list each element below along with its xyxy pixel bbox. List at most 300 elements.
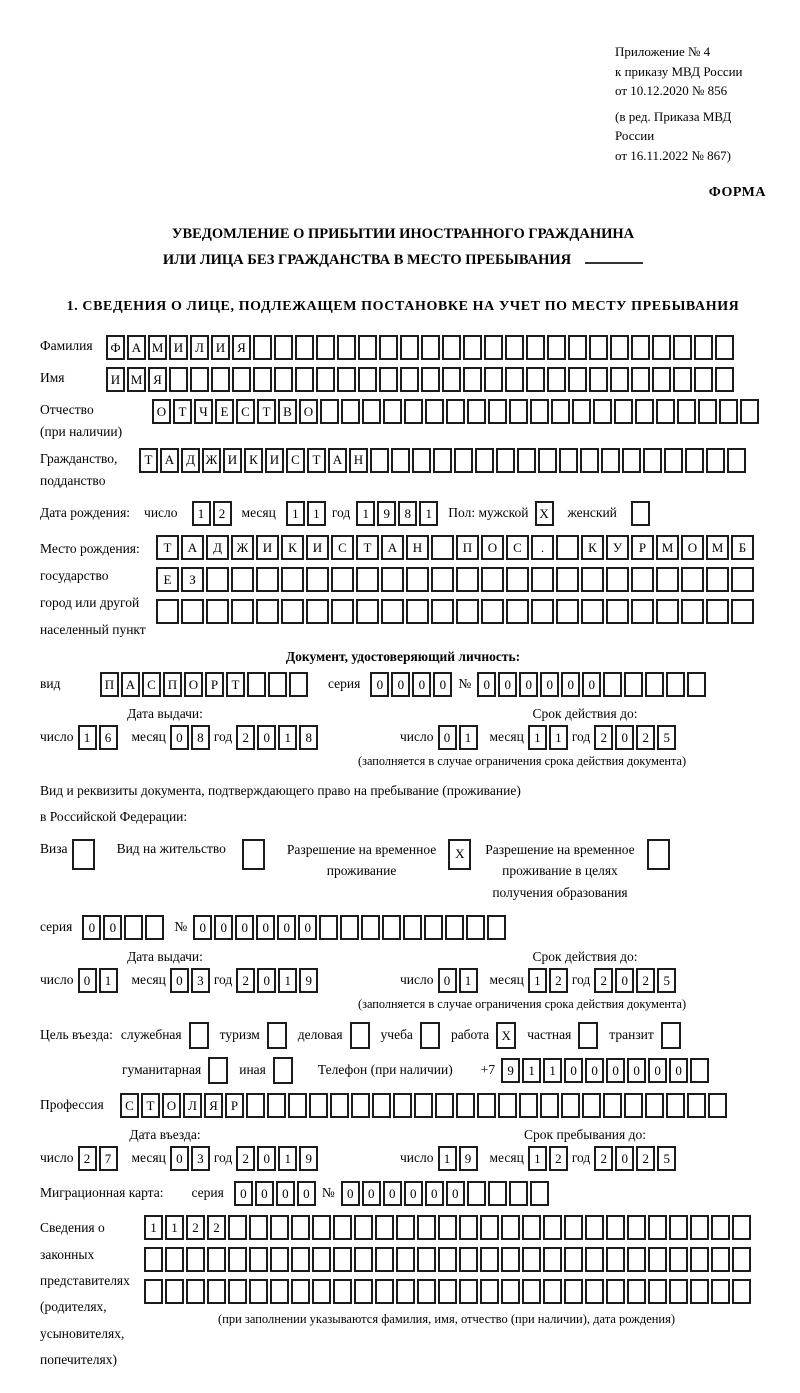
char-box-filled[interactable]: 0 [615,968,634,993]
char-box-filled[interactable]: 0 [82,915,101,940]
char-box-empty[interactable] [627,1279,646,1304]
char-box-empty[interactable] [530,399,549,424]
char-box-empty[interactable] [681,599,704,624]
char-box-empty[interactable] [442,367,461,392]
char-box-empty[interactable] [622,448,641,473]
char-box-filled[interactable]: О [481,535,504,560]
char-box-empty[interactable] [715,367,734,392]
char-box-filled[interactable]: 0 [391,672,410,697]
char-box-empty[interactable] [631,567,654,592]
char-box-filled[interactable]: Я [232,335,251,360]
char-box-empty[interactable] [246,1093,265,1118]
char-box-empty[interactable] [669,1215,688,1240]
char-box-filled[interactable]: 0 [214,915,233,940]
char-box-empty[interactable] [207,1247,226,1272]
char-box-filled[interactable]: 0 [540,672,559,697]
char-box-filled[interactable]: 1 [459,968,478,993]
char-box-empty[interactable] [501,1279,520,1304]
char-box-filled[interactable]: 8 [191,725,210,750]
char-box-filled[interactable]: 1 [528,968,547,993]
char-box-empty[interactable] [610,335,629,360]
char-box-empty[interactable] [488,1181,507,1206]
char-box-empty[interactable] [506,567,529,592]
char-box-filled[interactable]: 1 [549,725,568,750]
char-box-empty[interactable] [506,599,529,624]
char-box-filled[interactable]: Р [225,1093,244,1118]
char-box-filled[interactable]: 6 [99,725,118,750]
char-box-empty[interactable] [708,1093,727,1118]
char-box-empty[interactable] [319,915,338,940]
char-box-empty[interactable] [631,501,650,526]
char-box-empty[interactable] [273,1057,293,1084]
char-box-empty[interactable] [568,367,587,392]
char-box-empty[interactable] [694,367,713,392]
char-box-empty[interactable] [316,367,335,392]
char-box-filled[interactable]: И [306,535,329,560]
char-box-empty[interactable] [207,1279,226,1304]
char-box-filled[interactable]: К [244,448,263,473]
char-box-empty[interactable] [538,448,557,473]
char-box-empty[interactable] [228,1247,247,1272]
char-box-filled[interactable]: X [448,839,471,870]
char-box-empty[interactable] [433,448,452,473]
char-box-empty[interactable] [484,335,503,360]
char-box-empty[interactable] [256,599,279,624]
char-box-filled[interactable]: 0 [438,968,457,993]
char-box-filled[interactable]: С [236,399,255,424]
char-box-empty[interactable] [268,672,287,697]
char-box-empty[interactable] [690,1279,709,1304]
char-box-filled[interactable]: 2 [636,725,655,750]
char-box-empty[interactable] [606,1247,625,1272]
char-box-empty[interactable] [647,839,670,870]
char-box-empty[interactable] [291,1279,310,1304]
char-box-empty[interactable] [356,599,379,624]
char-box-empty[interactable] [564,1247,583,1272]
char-box-empty[interactable] [543,1215,562,1240]
char-box-filled[interactable]: А [328,448,347,473]
char-box-empty[interactable] [463,367,482,392]
char-box-filled[interactable]: 1 [438,1146,457,1171]
char-box-filled[interactable]: Т [356,535,379,560]
char-box-empty[interactable] [585,1215,604,1240]
char-box-empty[interactable] [732,1215,751,1240]
char-box-empty[interactable] [564,1279,583,1304]
char-box-filled[interactable]: 1 [419,501,438,526]
char-box-empty[interactable] [406,599,429,624]
char-box-empty[interactable] [531,567,554,592]
char-box-empty[interactable] [256,567,279,592]
char-box-empty[interactable] [190,367,209,392]
char-box-empty[interactable] [606,599,629,624]
char-box-filled[interactable]: 0 [438,725,457,750]
char-box-empty[interactable] [564,1215,583,1240]
char-box-empty[interactable] [456,1093,475,1118]
char-box-empty[interactable] [673,335,692,360]
char-box-filled[interactable]: 0 [606,1058,625,1083]
char-box-empty[interactable] [206,599,229,624]
char-box-filled[interactable]: 0 [648,1058,667,1083]
char-box-empty[interactable] [690,1058,709,1083]
char-box-empty[interactable] [417,1247,436,1272]
char-box-empty[interactable] [288,1093,307,1118]
char-box-filled[interactable]: 0 [519,672,538,697]
char-box-empty[interactable] [488,399,507,424]
char-box-filled[interactable]: 1 [165,1215,184,1240]
char-box-empty[interactable] [253,367,272,392]
char-box-empty[interactable] [424,915,443,940]
char-box-filled[interactable]: Р [631,535,654,560]
char-box-empty[interactable] [578,1022,598,1049]
char-box-empty[interactable] [208,1057,228,1084]
char-box-empty[interactable] [372,1093,391,1118]
char-box-empty[interactable] [381,599,404,624]
char-box-filled[interactable]: 0 [404,1181,423,1206]
char-box-empty[interactable] [312,1215,331,1240]
char-box-filled[interactable]: 0 [193,915,212,940]
char-box-filled[interactable]: Д [206,535,229,560]
char-box-filled[interactable]: 0 [277,915,296,940]
char-box-filled[interactable]: 3 [191,968,210,993]
char-box-filled[interactable]: 0 [564,1058,583,1083]
char-box-empty[interactable] [362,399,381,424]
char-box-empty[interactable] [509,1181,528,1206]
char-box-empty[interactable] [715,335,734,360]
char-box-filled[interactable]: Т [139,448,158,473]
char-box-empty[interactable] [211,367,230,392]
char-box-filled[interactable]: О [184,672,203,697]
char-box-filled[interactable]: 0 [433,672,452,697]
char-box-empty[interactable] [731,599,754,624]
char-box-empty[interactable] [333,1215,352,1240]
char-box-empty[interactable] [337,367,356,392]
char-box-empty[interactable] [312,1247,331,1272]
char-box-empty[interactable] [669,1279,688,1304]
char-box-filled[interactable]: 2 [186,1215,205,1240]
char-box-empty[interactable] [358,335,377,360]
char-box-empty[interactable] [206,567,229,592]
char-box-empty[interactable] [421,335,440,360]
char-box-empty[interactable] [445,915,464,940]
char-box-filled[interactable]: 1 [307,501,326,526]
char-box-filled[interactable]: 9 [299,968,318,993]
char-box-empty[interactable] [572,399,591,424]
char-box-empty[interactable] [333,1247,352,1272]
char-box-filled[interactable]: К [581,535,604,560]
char-box-filled[interactable]: М [127,367,146,392]
char-box-empty[interactable] [519,1093,538,1118]
char-box-empty[interactable] [438,1279,457,1304]
char-box-empty[interactable] [412,448,431,473]
char-box-empty[interactable] [169,367,188,392]
char-box-filled[interactable]: А [160,448,179,473]
char-box-empty[interactable] [589,367,608,392]
char-box-empty[interactable] [475,448,494,473]
char-box-empty[interactable] [270,1215,289,1240]
char-box-empty[interactable] [681,567,704,592]
char-box-empty[interactable] [417,1279,436,1304]
char-box-empty[interactable] [456,599,479,624]
char-box-filled[interactable]: 5 [657,1146,676,1171]
char-box-empty[interactable] [624,672,643,697]
char-box-empty[interactable] [740,399,759,424]
char-box-empty[interactable] [320,399,339,424]
char-box-empty[interactable] [711,1215,730,1240]
char-box-empty[interactable] [505,367,524,392]
char-box-empty[interactable] [421,367,440,392]
char-box-filled[interactable]: 8 [398,501,417,526]
char-box-filled[interactable]: 2 [636,968,655,993]
char-box-filled[interactable]: 2 [549,1146,568,1171]
char-box-filled[interactable]: 2 [594,968,613,993]
char-box-empty[interactable] [295,335,314,360]
char-box-filled[interactable]: 1 [528,725,547,750]
char-box-empty[interactable] [580,448,599,473]
char-box-empty[interactable] [463,335,482,360]
char-box-empty[interactable] [291,1215,310,1240]
char-box-filled[interactable]: 2 [207,1215,226,1240]
char-box-empty[interactable] [481,599,504,624]
char-box-filled[interactable]: И [106,367,125,392]
char-box-empty[interactable] [694,335,713,360]
char-box-filled[interactable]: 0 [257,725,276,750]
char-box-filled[interactable]: С [331,535,354,560]
char-box-empty[interactable] [354,1247,373,1272]
char-box-empty[interactable] [306,567,329,592]
char-box-empty[interactable] [247,672,266,697]
char-box-empty[interactable] [635,399,654,424]
char-box-filled[interactable]: 8 [299,725,318,750]
char-box-filled[interactable]: И [211,335,230,360]
char-box-empty[interactable] [487,915,506,940]
char-box-filled[interactable]: К [281,535,304,560]
char-box-empty[interactable] [454,448,473,473]
char-box-empty[interactable] [526,367,545,392]
char-box-empty[interactable] [556,599,579,624]
char-box-empty[interactable] [501,1215,520,1240]
char-box-filled[interactable]: 5 [657,968,676,993]
char-box-empty[interactable] [614,399,633,424]
char-box-filled[interactable]: 0 [412,672,431,697]
char-box-empty[interactable] [581,567,604,592]
char-box-empty[interactable] [267,1022,287,1049]
char-box-filled[interactable]: 0 [170,725,189,750]
char-box-filled[interactable]: И [265,448,284,473]
char-box-empty[interactable] [711,1279,730,1304]
char-box-empty[interactable] [656,399,675,424]
char-box-filled[interactable]: Д [181,448,200,473]
char-box-empty[interactable] [467,1181,486,1206]
char-box-empty[interactable] [673,367,692,392]
char-box-empty[interactable] [442,335,461,360]
char-box-empty[interactable] [559,448,578,473]
char-box-empty[interactable] [396,1279,415,1304]
char-box-filled[interactable]: 7 [99,1146,118,1171]
char-box-filled[interactable]: 1 [278,1146,297,1171]
char-box-filled[interactable]: 1 [278,968,297,993]
char-box-filled[interactable]: В [278,399,297,424]
char-box-filled[interactable]: 2 [213,501,232,526]
char-box-filled[interactable]: М [656,535,679,560]
char-box-filled[interactable]: Т [257,399,276,424]
char-box-filled[interactable]: О [299,399,318,424]
char-box-filled[interactable]: 0 [627,1058,646,1083]
char-box-empty[interactable] [603,672,622,697]
char-box-empty[interactable] [522,1215,541,1240]
char-box-empty[interactable] [627,1215,646,1240]
char-box-filled[interactable]: Е [156,567,179,592]
char-box-empty[interactable] [382,915,401,940]
char-box-empty[interactable] [391,448,410,473]
char-box-empty[interactable] [383,399,402,424]
char-box-empty[interactable] [690,1247,709,1272]
char-box-empty[interactable] [295,367,314,392]
char-box-empty[interactable] [656,599,679,624]
char-box-empty[interactable] [585,1279,604,1304]
char-box-empty[interactable] [643,448,662,473]
char-box-empty[interactable] [249,1247,268,1272]
char-box-empty[interactable] [706,448,725,473]
char-box-filled[interactable]: 0 [370,672,389,697]
char-box-filled[interactable]: 2 [549,968,568,993]
char-box-empty[interactable] [228,1215,247,1240]
char-box-empty[interactable] [698,399,717,424]
char-box-filled[interactable]: Т [141,1093,160,1118]
char-box-empty[interactable] [690,1215,709,1240]
char-box-empty[interactable] [480,1247,499,1272]
char-box-empty[interactable] [556,535,579,560]
char-box-empty[interactable] [661,1022,681,1049]
char-box-empty[interactable] [648,1215,667,1240]
char-box-filled[interactable]: О [152,399,171,424]
char-box-filled[interactable]: О [162,1093,181,1118]
char-box-empty[interactable] [156,599,179,624]
char-box-empty[interactable] [403,915,422,940]
char-box-filled[interactable]: М [706,535,729,560]
char-box-empty[interactable] [711,1247,730,1272]
char-box-empty[interactable] [581,599,604,624]
char-box-filled[interactable]: 0 [615,725,634,750]
char-box-empty[interactable] [706,599,729,624]
char-box-empty[interactable] [253,335,272,360]
char-box-empty[interactable] [189,1022,209,1049]
char-box-empty[interactable] [459,1247,478,1272]
char-box-filled[interactable]: 0 [235,915,254,940]
char-box-empty[interactable] [652,335,671,360]
char-box-filled[interactable]: Р [205,672,224,697]
char-box-filled[interactable]: 0 [498,672,517,697]
char-box-empty[interactable] [582,1093,601,1118]
char-box-filled[interactable]: 1 [192,501,211,526]
char-box-filled[interactable]: 9 [459,1146,478,1171]
char-box-empty[interactable] [431,535,454,560]
char-box-empty[interactable] [231,567,254,592]
char-box-empty[interactable] [354,1279,373,1304]
char-box-empty[interactable] [381,567,404,592]
char-box-filled[interactable]: Л [190,335,209,360]
char-box-filled[interactable]: 1 [522,1058,541,1083]
char-box-filled[interactable]: 0 [255,1181,274,1206]
char-box-empty[interactable] [281,567,304,592]
char-box-filled[interactable]: У [606,535,629,560]
char-box-empty[interactable] [459,1279,478,1304]
char-box-empty[interactable] [498,1093,517,1118]
char-box-empty[interactable] [350,1022,370,1049]
char-box-empty[interactable] [459,1215,478,1240]
char-box-empty[interactable] [648,1279,667,1304]
char-box-empty[interactable] [652,367,671,392]
char-box-filled[interactable]: И [169,335,188,360]
char-box-empty[interactable] [267,1093,286,1118]
char-box-empty[interactable] [556,567,579,592]
char-box-filled[interactable]: 0 [170,968,189,993]
char-box-empty[interactable] [379,335,398,360]
char-box-filled[interactable]: А [381,535,404,560]
char-box-filled[interactable]: Ж [202,448,221,473]
char-box-empty[interactable] [496,448,515,473]
char-box-empty[interactable] [561,1093,580,1118]
char-box-empty[interactable] [356,567,379,592]
char-box-filled[interactable]: 2 [78,1146,97,1171]
char-box-empty[interactable] [645,672,664,697]
char-box-filled[interactable]: И [256,535,279,560]
char-box-filled[interactable]: 0 [103,915,122,940]
char-box-filled[interactable]: X [496,1022,516,1049]
char-box-filled[interactable]: 0 [585,1058,604,1083]
char-box-filled[interactable]: И [223,448,242,473]
char-box-empty[interactable] [331,599,354,624]
char-box-empty[interactable] [732,1279,751,1304]
char-box-empty[interactable] [526,335,545,360]
char-box-empty[interactable] [627,1247,646,1272]
char-box-empty[interactable] [687,672,706,697]
char-box-empty[interactable] [669,1247,688,1272]
char-box-empty[interactable] [400,367,419,392]
char-box-empty[interactable] [249,1279,268,1304]
char-box-empty[interactable] [531,599,554,624]
char-box-filled[interactable]: О [681,535,704,560]
char-box-empty[interactable] [354,1215,373,1240]
char-box-empty[interactable] [719,399,738,424]
char-box-empty[interactable] [406,567,429,592]
char-box-empty[interactable] [274,335,293,360]
char-box-filled[interactable]: М [148,335,167,360]
char-box-empty[interactable] [551,399,570,424]
char-box-empty[interactable] [414,1093,433,1118]
char-box-empty[interactable] [420,1022,440,1049]
char-box-empty[interactable] [289,672,308,697]
char-box-filled[interactable]: 2 [636,1146,655,1171]
char-box-empty[interactable] [610,367,629,392]
char-box-empty[interactable] [242,839,265,870]
char-box-empty[interactable] [361,915,380,940]
char-box-filled[interactable]: 2 [236,968,255,993]
char-box-empty[interactable] [435,1093,454,1118]
char-box-empty[interactable] [666,1093,685,1118]
char-box-empty[interactable] [664,448,683,473]
char-box-filled[interactable]: Я [204,1093,223,1118]
char-box-empty[interactable] [375,1247,394,1272]
char-box-filled[interactable]: С [506,535,529,560]
char-box-empty[interactable] [606,1215,625,1240]
char-box-empty[interactable] [274,367,293,392]
char-box-filled[interactable]: 0 [561,672,580,697]
char-box-filled[interactable]: 0 [341,1181,360,1206]
char-box-empty[interactable] [72,839,95,870]
char-box-filled[interactable]: П [456,535,479,560]
char-box-empty[interactable] [677,399,696,424]
char-box-filled[interactable]: . [531,535,554,560]
